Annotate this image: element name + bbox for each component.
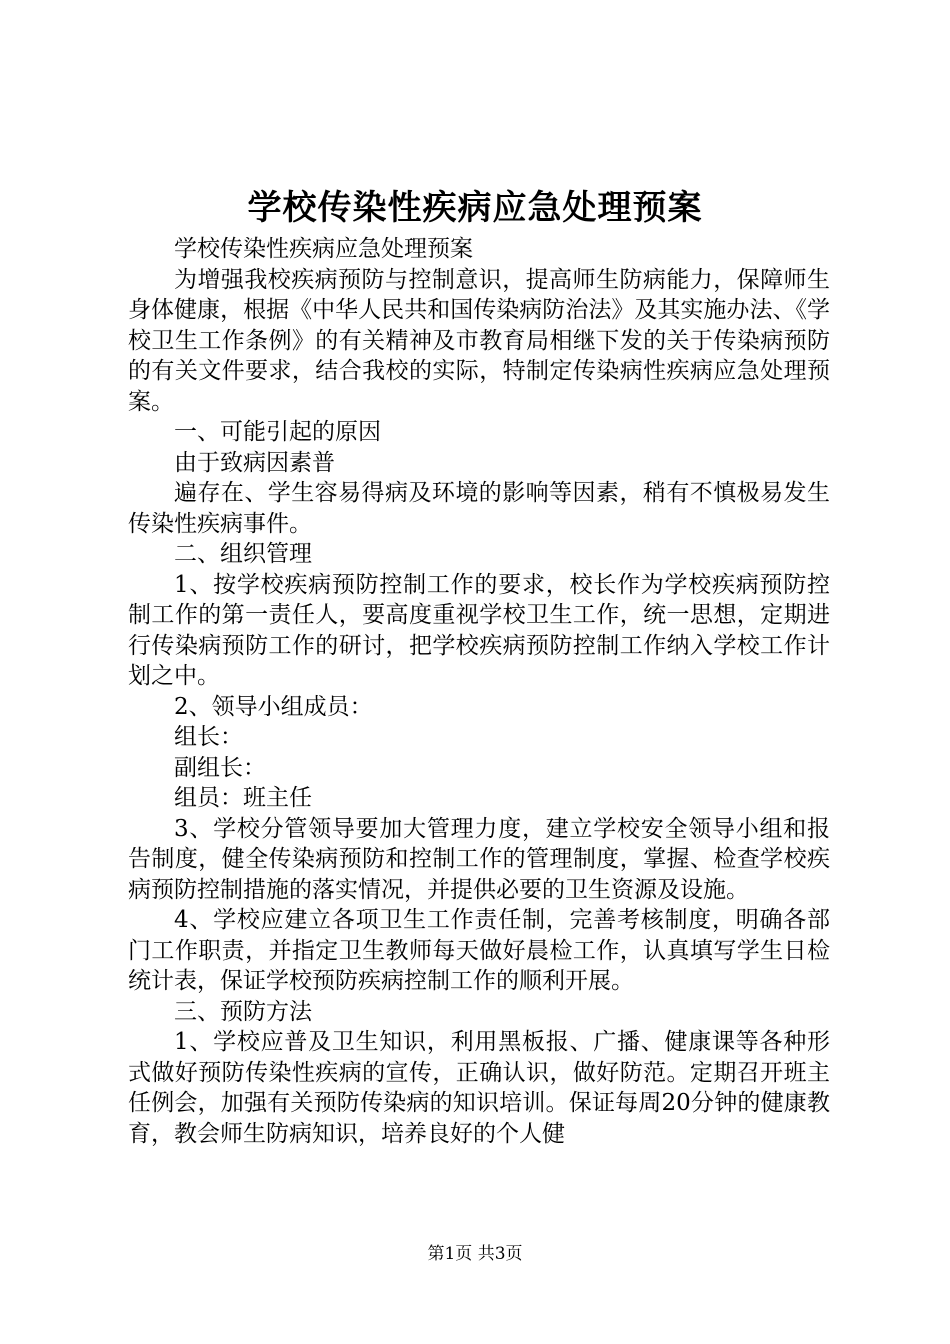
paragraph: 1、学校应普及卫生知识，利用黑板报、广播、健康课等各种形式做好预防传染性疾病的宣传，正确认识，做好防范。定期召开班主任例会，加强有关预防传染病的知识培训。保证每周20分钟的健康教育，教会师生防病知识，培养良好的个人健 [128,1029,830,1147]
section-heading-causes: 一、可能引起的原因 [174,419,381,445]
document-title: 学校传染性疾病应急处理预案 [247,188,703,228]
paragraph-subtitle: 学校传染性疾病应急处理预案 [174,236,473,262]
paragraph: 遍存在、学生容易得病及环境的影响等因素，稍有不慎极易发生传染性疾病事件。 [128,480,830,537]
section-heading-prevention: 三、预防方法 [174,998,312,1025]
document-body [128,234,830,1149]
paragraph: 由于致病因素普 [174,449,335,476]
page-footer: 第1页 共3页 [427,1244,523,1264]
paragraph: 3、学校分管领导要加大管理力度，建立学校安全领导小组和报告制度，健全传染病预防和控制工作的管理制度，掌握、检查学校疾病预防控制措施的落实情况，并提供必要的卫生资源及设施。 [128,815,830,903]
paragraph: 1、按学校疾病预防控制工作的要求，校长作为学校疾病预防控制工作的第一责任人，要高度重视学校卫生工作，统一思想，定期进行传染病预防工作的研讨，把学校疾病预防控制工作纳入学校工作计划之中。 [128,571,830,689]
paragraph: 4、学校应建立各项卫生工作责任制，完善考核制度，明确各部门工作职责，并指定卫生教师每天做好晨检工作，认真填写学生日检统计表，保证学校预防疾病控制工作的顺利开展。 [128,907,830,994]
section-heading-organization: 二、组织管理 [174,541,312,567]
paragraph: 组长： [174,724,243,750]
paragraph: 副组长： [174,754,266,781]
paragraph-intro: 为增强我校疾病预防与控制意识，提高师生防病能力，保障师生身体健康，根据《中华人民共和国传染病防治法》及其实施办法、《学校卫生工作条例》的有关精神及市教育局相继下发的关于传染病预防的有关文件要求，结合我校的实际，特制定传染病性疾病应急处理预案。 [128,266,830,415]
paragraph: 组员：班主任 [174,785,312,811]
paragraph: 2、领导小组成员： [174,693,373,720]
